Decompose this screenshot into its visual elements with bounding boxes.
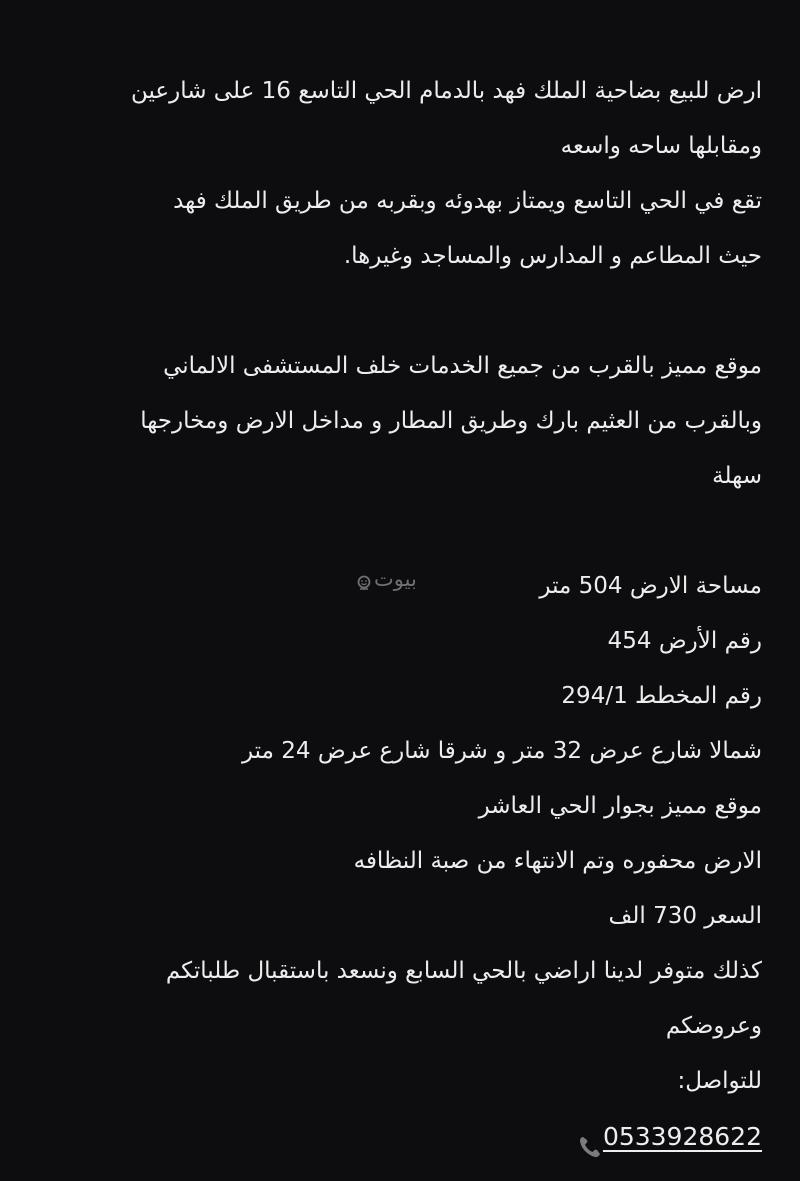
paragraph-gap: [30, 284, 762, 339]
watermark-text: بيوت: [374, 567, 417, 591]
contact-label: للتواصل:: [677, 1068, 762, 1094]
post-line: سهلة: [712, 463, 762, 489]
location-note: موقع مميز بجوار الحي العاشر: [478, 793, 762, 819]
post-line: تقع في الحي التاسع ويمتاز بهدوئه وبقربه من طريق الملك فهد: [173, 188, 762, 214]
smiley-location-icon: [356, 572, 372, 588]
plan-number: رقم المخطط 294/1: [561, 683, 762, 709]
land-number: رقم الأرض 454: [607, 628, 762, 654]
post-line: ومقابلها ساحه واسعه: [560, 133, 762, 159]
phone-row: [30, 1109, 762, 1166]
post-line: ارض للبيع بضاحية الملك فهد بالدمام الحي التاسع 16 على شارعين: [130, 78, 762, 104]
post-text: [30, 64, 762, 1166]
land-area: مساحة الارض 504 متر: [539, 573, 762, 599]
post-line: وبالقرب من العثيم بارك وطريق المطار و مداخل الارض ومخارجها: [140, 408, 762, 434]
phone-number-link[interactable]: 0533928622: [602, 1122, 762, 1151]
post-line: كذلك متوفر لدينا اراضي بالحي السابع ونسعد باستقبال طلباتكم: [165, 958, 762, 984]
telephone-receiver-icon: [577, 1126, 603, 1152]
price: السعر 730 الف: [608, 903, 762, 929]
street-widths: شمالا شارع عرض 32 متر و شرقا شارع عرض 24 متر: [241, 738, 762, 764]
paragraph-gap: [30, 504, 762, 559]
post-line: وعروضكم: [665, 1013, 762, 1039]
post-line: حيث المطاعم و المدارس والمساجد وغيرها.: [343, 243, 762, 269]
excavation-note: الارض محفوره وتم الانتهاء من صبة النظافه: [353, 848, 762, 874]
watermark: [356, 567, 417, 591]
post-line: موقع مميز بالقرب من جميع الخدمات خلف المستشفى الالماني: [163, 353, 762, 379]
